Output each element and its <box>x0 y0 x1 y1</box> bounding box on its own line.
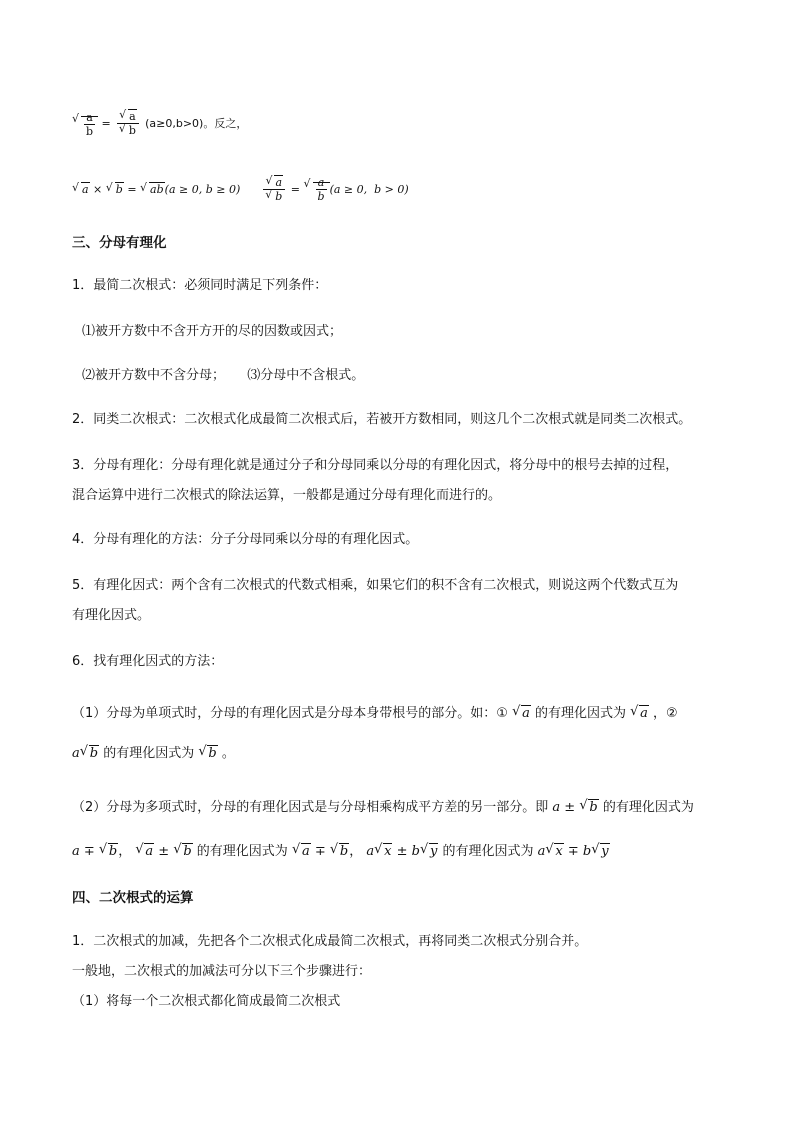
formula-sqrt-b: √ b <box>198 746 217 761</box>
formula-a-sqrt-x-mp-b-sqrt-y: a√ x ∓ b√ y <box>538 844 610 859</box>
item-3: 3．分母有理化：分母有理化就是通过分子和分母同乘以分母的有理化因式，将分母中的根号去掉的过程， <box>72 458 679 473</box>
condition-2: ⑵被开方数中不含分母； <box>82 368 226 383</box>
case-2-line-2: a ∓ √ b， √ a ± √ b 的有理化因式为 √ a ∓ √ b， a√ x ± b√ y 的有理化因式为 a√ x ∓ b√ y <box>72 842 610 862</box>
item-1-conditions-2-3 <box>82 366 364 386</box>
section-4-item-1: 1．二次根式的加减，先把各个二次根式化成最简二次根式，再将同类二次根式分别合并。 <box>72 934 588 949</box>
section-4-item-1-cont: 一般地，二次根式的加减法可分以下三个步骤进行： <box>72 964 372 979</box>
item-1: 1．最简二次根式：必须同时满足下列条件： <box>72 278 328 293</box>
condition-3: ⑶分母中不含根式。 <box>247 368 365 383</box>
formula-sqrt-a-pm-sqrt-b: √ a ± √ b <box>135 844 192 859</box>
formula-a-sqrt-b: a√ b <box>72 746 99 761</box>
formula-a-pm-sqrt-b: a ± √ b <box>552 800 598 815</box>
formula-sqrt-a: √ a <box>512 706 531 721</box>
item-3-cont: 混合运算中进行二次根式的除法运算，一般都是通过分母有理化而进行的。 <box>72 488 502 503</box>
item-5: 5．有理化因式：两个含有二次根式的代数式相乘，如果它们的积不含有二次根式，则说这两个代数式互为 <box>72 578 679 593</box>
item-4: 4．分母有理化的方法：分子分母同乘以分母的有理化因式。 <box>72 532 419 547</box>
case-1-line-2: a√ b 的有理化因式为 √ b 。 <box>72 744 235 764</box>
root-rules-line <box>72 176 409 203</box>
product-rule-formula: √ a × √ b = √ ab(a ≥ 0, b ≥ 0) <box>72 183 244 196</box>
case-1-line-1: （1）分母为单项式时，分母的有理化因式是分母本身带根号的部分。如：① √ a 的有理化因式为 √ a ，② <box>72 704 678 724</box>
formula-sqrt-a-factor: √ a <box>630 706 649 721</box>
case-2-line-1: （2）分母为多项式时，分母的有理化因式是与分母相乘构成平方差的另一部分。即 a ± √ b 的有理化因式为 <box>72 798 694 818</box>
item-1-condition-1: ⑴被开方数中不含开方开的尽的因数或因式； <box>82 324 343 339</box>
formula-sqrt-a-mp-sqrt-b: √ a ∓ √ b <box>292 844 349 859</box>
section-4-title: 四、二次根式的运算 <box>72 890 194 906</box>
sqrt-a-over-b: √ $\frac{a}{b}$ <box>72 117 102 130</box>
quotient-rule-formula: √ a √ b = √ $\frac{a}{b}$ (a ≥ 0, b > 0) <box>261 183 408 196</box>
item-2: 2．同类二次根式：二次根式化成最简二次根式后，若被开方数相同，则这几个二次根式就是同类二次根式。 <box>72 412 692 427</box>
quotient-rule-condition: (a≥0,b>0)。反之， <box>145 117 248 130</box>
item-5-cont: 有理化因式。 <box>72 608 151 623</box>
item-6: 6．找有理化因式的方法： <box>72 654 224 669</box>
formula-a-sqrt-x-pm-b-sqrt-y: a√ x ± b√ y <box>366 844 438 859</box>
section-3-title: 三、分母有理化 <box>72 235 167 251</box>
quotient-rule-line: √ $\frac{a}{b}$ = √ a √ b (a≥0,b>0)。反之， <box>72 110 247 138</box>
formula-a-mp-sqrt-b: a ∓ √ b <box>72 844 118 859</box>
section-4-step-1: （1）将每一个二次根式都化简成最简二次根式 <box>72 994 341 1009</box>
sqrt-a-over-sqrt-b: √ a √ b <box>117 110 139 137</box>
